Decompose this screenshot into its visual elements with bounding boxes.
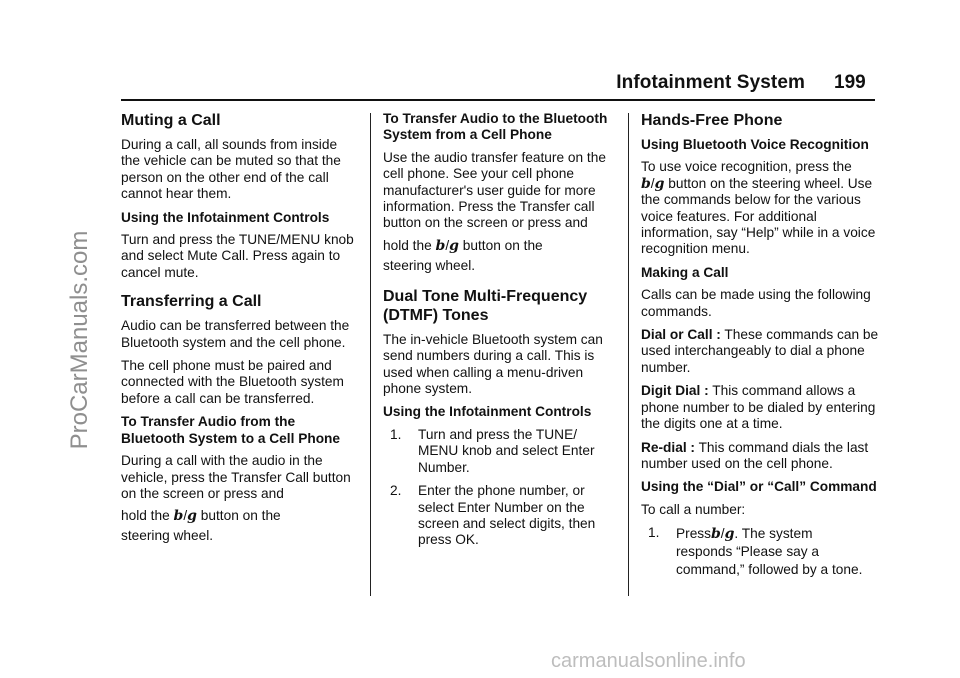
voice-icon: g [724, 526, 735, 543]
mute-instructions: Turn and press the TUNE/MENU knob and select Mute Call. Press again to cancel mute. [121, 232, 354, 280]
transfer-paragraph-1: Audio can be transferred between the Bluetooth system and the cell phone. [121, 318, 350, 350]
voice-icon: g [654, 175, 665, 192]
subheading-transfer-to-phone: To Transfer Audio from the Bluetooth System to a Cell Phone [121, 414, 341, 446]
subheading-making-a-call: Making a Call [641, 264, 729, 280]
transfer-to-phone-paragraph: During a call with the audio in the vehicle, press the Transfer Call button on the screen or press and [121, 453, 351, 501]
subheading-infotainment-controls: Using the Infotainment Controls [383, 404, 592, 420]
header-divider [121, 99, 875, 101]
call-number-intro: To call a number: [641, 501, 746, 517]
heading-transferring-a-call: Transferring a Call [121, 293, 262, 311]
heading-hands-free-phone: Hands-Free Phone [641, 112, 783, 129]
page-number: 199 [834, 72, 866, 93]
voice-icon: g [449, 237, 459, 254]
digit-dial-entry: Digit Dial : This command allows a phone number to be dialed by entering the digits one at a time. [641, 383, 876, 432]
icon-separator: / [650, 175, 655, 191]
list-item: 2. Enter the phone number, or select Enter Number on the screen and select digits, then press OK. [390, 483, 596, 548]
phone-icon: b [711, 526, 721, 543]
hold-button-line: hold the b/g button on the steering wheel. [121, 508, 281, 544]
running-header-title: Infotainment System [616, 72, 805, 93]
voice-recognition-paragraph: To use voice recognition, press the b/g button on the steering wheel. Use the commands below for the various voice features. For additional information, say “Help” while in a voice recognition menu. [641, 159, 876, 257]
subheading-infotainment-controls: Using the Infotainment Controls [121, 209, 330, 225]
hold-button-line: hold the b/g button on the steering wheel. [383, 237, 543, 273]
phone-icon: b [435, 237, 446, 254]
side-watermark-text: ProCarManuals.com [66, 230, 93, 450]
phone-icon: b [641, 175, 651, 192]
muting-paragraph: During a call, all sounds from inside the vehicle can be muted so that the person on the other end of the call cannot hear them. [121, 137, 341, 202]
column-divider-right [628, 113, 629, 596]
dtmf-steps [383, 427, 619, 549]
heading-muting-a-call: Muting a Call [121, 112, 221, 129]
redial-entry: Re-dial : This command dials the last number used on the cell phone. [641, 439, 869, 471]
heading-dtmf-tones: Dual Tone Multi-Frequency (DTMF) Tones [383, 287, 588, 324]
transfer-to-bluetooth-paragraph: Use the audio transfer feature on the cell phone. See your cell phone manufacturer's user guide for more information. Press the Transfer call button on the screen or press and [383, 149, 606, 231]
column-right [641, 111, 881, 586]
voice-icon: g [187, 508, 197, 525]
icon-separator: / [720, 526, 725, 542]
making-call-paragraph: Calls can be made using the following commands. [641, 287, 871, 319]
column-divider-left [370, 113, 371, 596]
subheading-voice-recognition: Using Bluetooth Voice Recognition [641, 137, 869, 152]
call-steps [641, 525, 881, 579]
list-item: 1. Pressb/g. The system responds “Please say a command,” followed by a tone. [648, 525, 863, 578]
icon-separator: / [183, 508, 188, 524]
phone-icon: b [173, 508, 184, 525]
subheading-transfer-to-bluetooth: To Transfer Audio to the Bluetooth System from a Cell Phone [383, 111, 608, 143]
list-item: 1. Turn and press the TUNE/ MENU knob and select Enter Number. [390, 426, 595, 475]
column-middle [383, 111, 619, 556]
dtmf-paragraph: The in-vehicle Bluetooth system can send numbers during a call. This is used when calling a menu-driven phone system. [383, 331, 603, 397]
transfer-paragraph-2: The cell phone must be paired and connected with the Bluetooth system before a call can be transferred. [121, 358, 344, 406]
footer-watermark: carmanualsonline.info [551, 650, 746, 672]
column-left [121, 111, 359, 553]
subheading-dial-or-call-command: Using the “Dial” or “Call” Command [641, 479, 877, 495]
dial-or-call-entry: Dial or Call : These commands can be used interchangeably to dial a phone number. [641, 327, 879, 375]
icon-separator: / [445, 237, 450, 253]
